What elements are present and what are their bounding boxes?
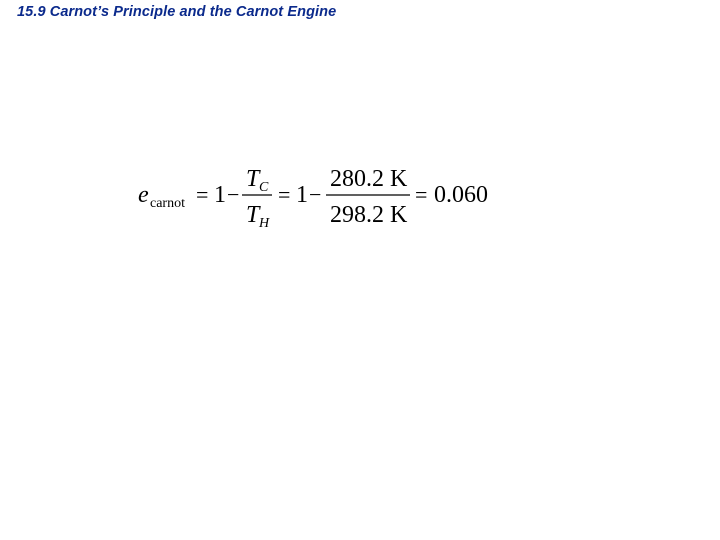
hot-temp-value: 298.2 K [330, 202, 408, 228]
equals-sign-3: = [415, 182, 428, 207]
equals-sign-1: = [196, 182, 209, 207]
carnot-efficiency-equation [138, 160, 558, 240]
hot-temp-subscript: H [259, 216, 270, 231]
hot-temp-symbol: T [246, 202, 260, 228]
equals-sign-2: = [278, 182, 291, 207]
efficiency-result: 0.060 [434, 182, 488, 208]
efficiency-symbol: e [138, 182, 149, 208]
cold-temp-subscript: C [259, 180, 269, 195]
one-2: 1 [296, 182, 308, 208]
efficiency-subscript: carnot [150, 196, 185, 211]
minus-sign-2: − [309, 182, 322, 207]
minus-sign-1: − [227, 182, 240, 207]
slide-title: 15.9 Carnot’s Principle and the Carnot Engine [17, 4, 337, 20]
cold-temp-value: 280.2 K [330, 166, 408, 192]
cold-temp-symbol: T [246, 166, 260, 192]
one-1: 1 [214, 182, 226, 208]
